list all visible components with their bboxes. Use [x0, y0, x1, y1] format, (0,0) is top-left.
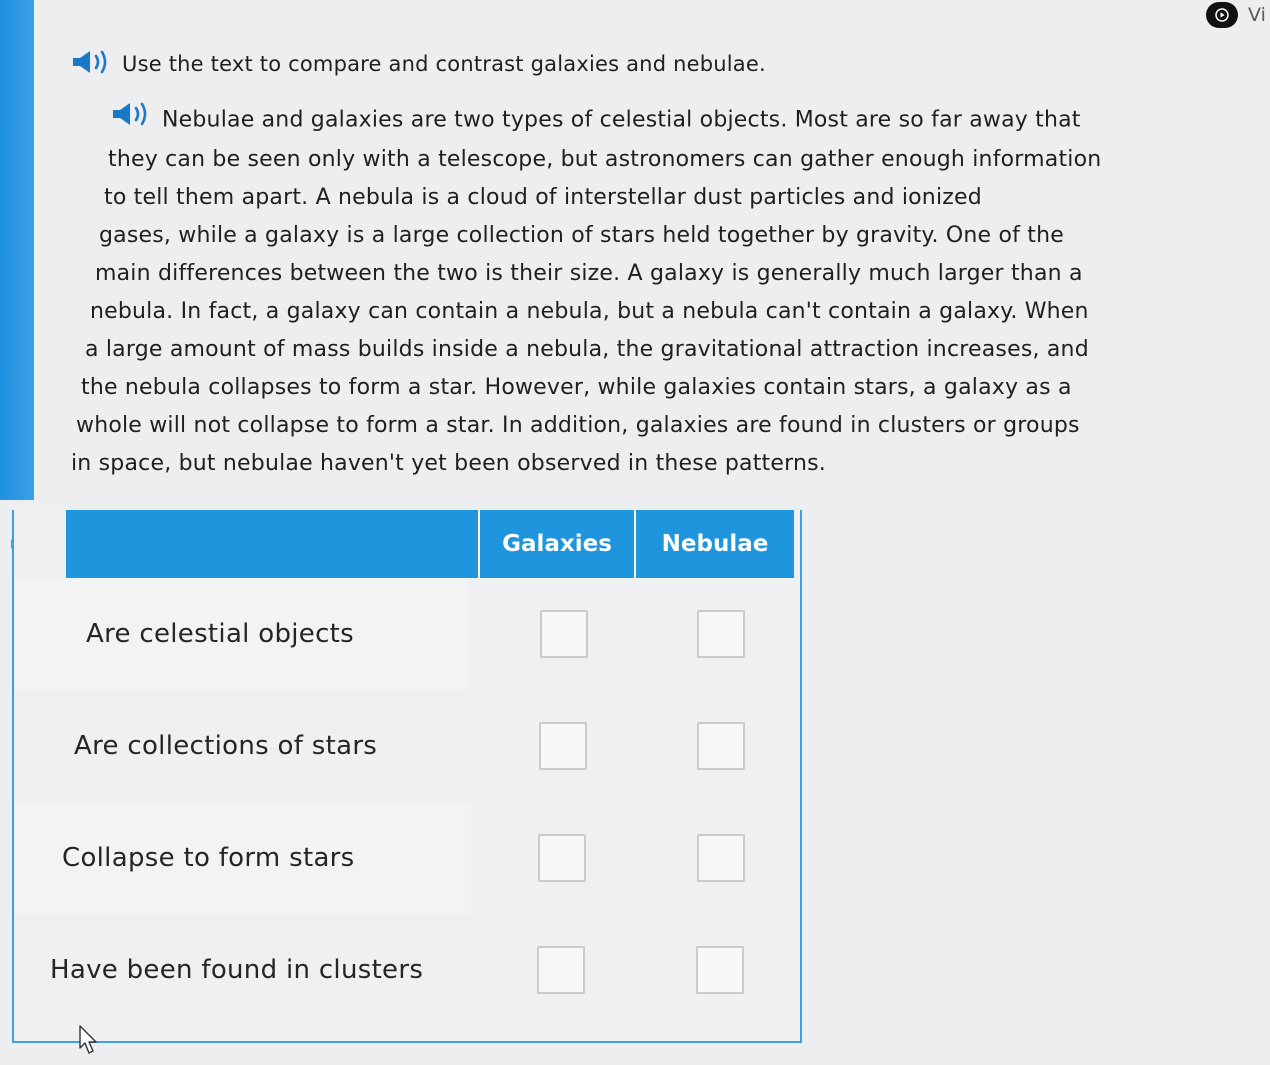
passage-line: Nebulae and galaxies are two types of celestial objects. Most are so far away that: [68, 100, 1228, 141]
passage-line: the nebula collapses to form a star. However, while galaxies contain stars, a galaxy as a: [81, 375, 1072, 400]
nebulae-checkbox[interactable]: [697, 834, 745, 882]
speaker-icon[interactable]: [110, 100, 152, 141]
table-row: [14, 914, 800, 1026]
galaxies-cell: [484, 690, 642, 802]
nebulae-cell: [642, 690, 800, 802]
nebulae-cell: [641, 914, 800, 1026]
instruction-text: Use the text to compare and contrast galaxies and nebulae.: [122, 52, 766, 76]
left-accent-bar: [0, 0, 34, 500]
instruction-row: [70, 46, 766, 82]
passage-line: they can be seen only with a telescope, but astronomers can gather enough information: [108, 147, 1102, 172]
play-icon: [1215, 8, 1229, 22]
reading-passage: [68, 100, 1228, 483]
table-row: [14, 802, 800, 914]
passage-line: in space, but nebulae haven't yet been observed in these patterns.: [71, 451, 826, 476]
table-row: [14, 578, 800, 690]
row-label: Are collections of stars: [74, 731, 378, 761]
galaxies-checkbox[interactable]: [540, 610, 588, 658]
play-button[interactable]: [1206, 2, 1238, 28]
galaxies-cell: [483, 802, 642, 914]
table-header: [66, 510, 794, 578]
header-blank-cell: [66, 510, 480, 578]
nebulae-cell: [643, 578, 800, 690]
row-label: Collapse to form stars: [14, 802, 471, 914]
galaxies-checkbox[interactable]: [539, 722, 587, 770]
table-row: [14, 690, 800, 802]
galaxies-checkbox[interactable]: [538, 834, 586, 882]
passage-line: nebula. In fact, a galaxy can contain a nebula, but a nebula can't contain a galaxy. When: [90, 299, 1089, 324]
mouse-cursor-icon: [78, 1024, 100, 1060]
galaxies-cell: [482, 914, 641, 1026]
passage-line: a large amount of mass builds inside a nebula, the gravitational attraction increases, and: [85, 337, 1089, 362]
galaxies-checkbox[interactable]: [537, 946, 585, 994]
speaker-icon[interactable]: [70, 48, 112, 81]
top-right-label: Vi: [1248, 4, 1266, 26]
nebulae-checkbox[interactable]: [697, 722, 745, 770]
passage-line: gases, while a galaxy is a large collection of stars held together by gravity. One of the: [99, 223, 1064, 248]
passage-line: whole will not collapse to form a star. In addition, galaxies are found in clusters or groups: [76, 413, 1080, 438]
column-header-nebulae: Nebulae: [661, 531, 769, 557]
column-header-galaxies: Galaxies: [480, 510, 636, 578]
nebulae-checkbox[interactable]: [697, 610, 745, 658]
nebulae-cell: [641, 802, 800, 914]
row-label: Have been found in clusters: [50, 955, 424, 985]
comparison-table: [12, 510, 802, 1043]
nebulae-checkbox[interactable]: [696, 946, 744, 994]
passage-line: main differences between the two is their size. A galaxy is generally much larger than a: [95, 261, 1083, 286]
row-label: Are celestial objects: [14, 578, 467, 690]
passage-line: to tell them apart. A nebula is a cloud of interstellar dust particles and ionized: [104, 185, 982, 210]
galaxies-cell: [485, 578, 642, 690]
